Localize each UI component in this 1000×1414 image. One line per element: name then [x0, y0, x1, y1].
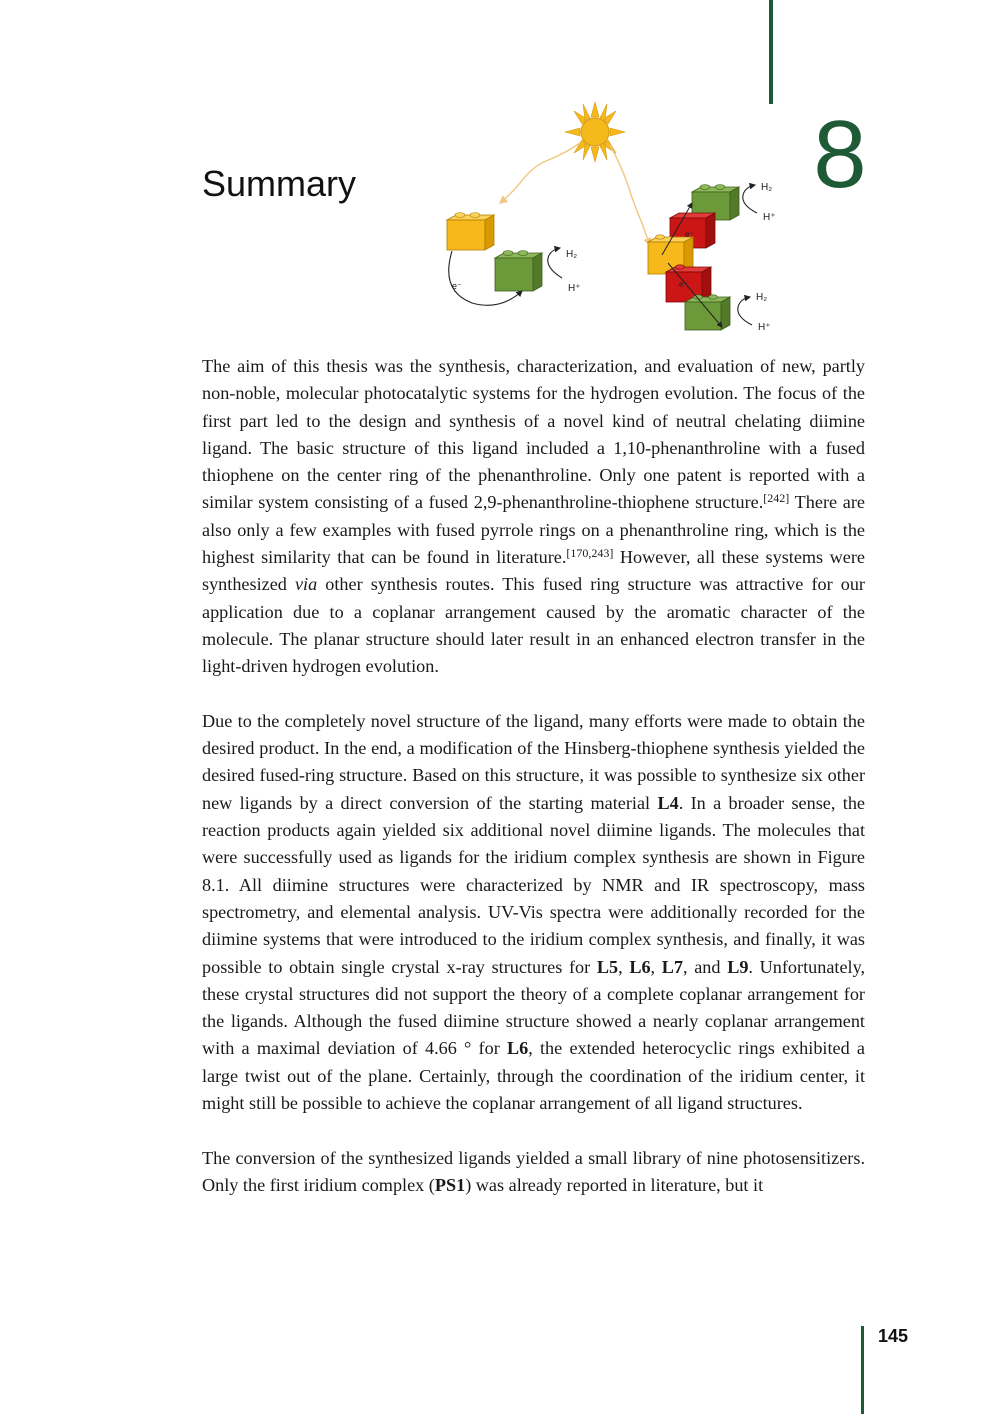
sun-icon [565, 102, 625, 162]
paragraph-2: Due to the completely novel structure of the ligand, many efforts were made to obtain the desired product. In the end, a modification of the Hinsberg-thiophene synthesis yielded the desired fused-ring structure. Based on this structure, it was possible to synthesize six other new ligands by a direct conversion of the starting material L4. In a broader sense, the reaction products again yielded six additional novel diimine ligands. The molecules that were successfully used as ligands for the iridium complex synthesis are shown in Figure 8.1. All diimine structures were characterized by NMR and IR spectroscopy, mass spectrometry, and elemental analysis. UV-Vis spectra were additionally recorded for the diimine systems that were introduced to the iridium complex synthesis, and finally, it was possible to obtain single crystal x-ray structures for L5, L6, L7, and L9. Unfortunately, these crystal structures did not support the theory of a complete coplanar arrangement for the ligands. Although the fused diimine structure showed a nearly coplanar arrangement with a maximal deviation of 4.66 ° for L6, the extended heterocyclic rings exhibited a large twist out of the plane. Certainly, through the coordination of the iridium center, it might still be possible to achieve the coplanar arrangement of all ligand structures. [202, 710, 866, 1114]
ligand-label: L7 [661, 956, 684, 977]
electron-label-upper: e⁻ [685, 230, 694, 239]
chapter-title: Summary [202, 163, 357, 204]
electron-label-lower: e⁻ [679, 280, 688, 289]
ligand-label: L9 [727, 956, 749, 977]
electron-label-left: e⁻ [452, 281, 462, 291]
complex-label: PS1 [434, 1174, 466, 1195]
green-brick-icon [495, 251, 542, 292]
h2-label-left: H₂ [566, 249, 578, 260]
body-text [202, 353, 865, 1227]
red-brick-lower-icon [666, 265, 711, 302]
paragraph-3: The conversion of the synthesized ligands yielded a small library of nine photosensitizers. Only the first iridium complex (PS1) was already reported in literature, but it [202, 1147, 865, 1195]
hplus-label-bottom: H⁺ [758, 322, 771, 333]
photocatalysis-illustration [430, 95, 790, 340]
yellow-brick-icon [447, 213, 494, 251]
h2-evolution-arrow-left [548, 248, 562, 278]
light-arrow-left [500, 143, 580, 203]
ligand-label: L4 [657, 792, 679, 813]
h2-evolution-arrow-top [743, 185, 757, 213]
hplus-label-top: H⁺ [763, 212, 776, 223]
top-accent-rule [769, 0, 773, 104]
h2-label-top: H₂ [761, 182, 773, 193]
citation: [242] [763, 491, 790, 506]
bottom-accent-rule [861, 1326, 864, 1414]
green-brick-bottom-icon [685, 295, 730, 330]
light-arrow-right [610, 145, 650, 245]
h2-evolution-arrow-bottom [738, 297, 752, 325]
chapter-number: 8 [813, 101, 867, 208]
hplus-label-left: H⁺ [568, 283, 581, 294]
ligand-label: L6 [507, 1038, 529, 1059]
h2-label-bottom: H₂ [756, 292, 768, 303]
page-number: 145 [878, 1326, 909, 1346]
ligand-label: L6 [629, 956, 651, 977]
citation: [170,243] [566, 546, 614, 561]
ligand-label: L5 [596, 956, 619, 977]
paragraph-1: The aim of this thesis was the synthesis, characterization, and evaluation of new, partly non-noble, molecular photocatalytic systems for the hydrogen evolution. The focus of the first part led to the design and synthesis of a novel kind of neutral chelating diimine ligand. The basic structure of this ligand included a 1,10-phenanthroline with a fused thiophene on the center ring of the phenanthroline. Only one patent is reported with a similar system consisting of a fused 2,9-phenanthroline-thiophene structure.[242] There are also only a few examples with fused pyrrole rings on a phenanthroline ring, which is the highest similarity that can be found in literature.[170,243] However, all these systems were synthesized via other synthesis routes. This fused ring structure was attractive for our application due to a coplanar arrangement caused by the aromatic character of the molecule. The planar structure should later result in an enhanced electron transfer in the light-driven hydrogen evolution. [202, 356, 865, 677]
